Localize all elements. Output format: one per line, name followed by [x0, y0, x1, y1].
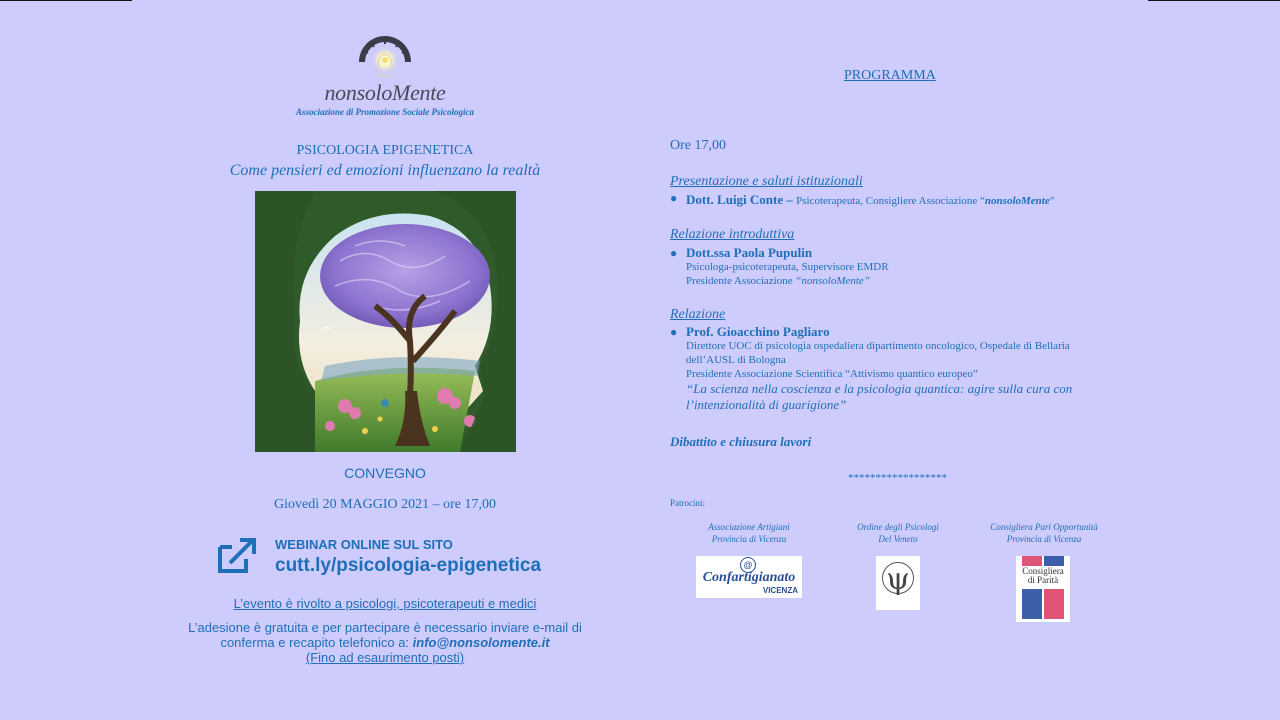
speaker-role: Direttore UOC di psicologia ospedaliera dipartimento oncologico, Ospedale di Bellaria — [686, 340, 1070, 352]
bullet-icon: ● — [670, 246, 678, 260]
parita-pink-block — [1022, 556, 1042, 566]
top-edge-right — [1148, 0, 1280, 1]
association-logo — [280, 34, 490, 124]
tree-brain-artwork — [255, 191, 516, 452]
programme-title: PROGRAMMA — [844, 68, 936, 83]
patron-parita — [979, 521, 1109, 545]
speaker-pagliaro — [670, 325, 1120, 413]
speaker-conte — [670, 191, 1120, 209]
section-heading-intro: Relazione introduttiva — [670, 227, 795, 242]
bullet-icon: ● — [670, 191, 678, 205]
speaker-pupulin — [670, 246, 1120, 288]
bullet-icon: ● — [670, 325, 678, 339]
parita-blue-bar — [1022, 589, 1042, 619]
speaker-role: Psicologa-psicoterapeuta, Supervisore EMDR — [686, 261, 889, 273]
patronage-label: Patrocini: — [670, 498, 705, 508]
speaker-role-2-text: Presidente Associazione — [686, 275, 796, 287]
patron-line-1: Ordine degli Psicologi — [857, 522, 939, 532]
webinar-link[interactable]: cutt.ly/psicologia-epigenetica — [275, 555, 542, 576]
patron-line-1: Associazione Artigiani — [708, 522, 790, 532]
speaker-role-2: Presidente Associazione Scientifica “Attivismo quantico europeo” — [686, 368, 978, 380]
adhesion-line-2 — [180, 635, 590, 650]
speaker-name: Dott. Luigi Conte — [686, 192, 784, 207]
top-edge-left — [0, 0, 132, 1]
audience-note: L’evento è rivolto a psicologi, psicoterapeuti e medici — [233, 596, 537, 611]
speaker-name: Dott.ssa Paola Pupulin — [686, 245, 813, 260]
separator-stars: ****************** — [848, 472, 947, 484]
confartigianato-city: VICENZA — [762, 586, 798, 595]
at-sign-icon: @ — [740, 557, 756, 573]
closing-session: Dibattito e chiusura lavori — [670, 434, 812, 449]
event-type: CONVEGNO — [344, 465, 426, 481]
psi-icon: ψ — [886, 562, 910, 597]
patron-psicologi — [833, 521, 963, 545]
speaker-assoc: “nonsoloMente” — [795, 275, 870, 287]
talk-title-2: l’intenzionalità di guarigione” — [686, 397, 847, 412]
speaker-role-2 — [686, 274, 1120, 288]
section-heading-presentation: Presentazione e saluti istituzionali — [670, 174, 863, 189]
external-link-icon — [216, 537, 258, 575]
confartigianato-wordmark: Confartigianato — [702, 570, 796, 585]
parita-pink-bar — [1044, 589, 1064, 619]
event-title: PSICOLOGIA EPIGENETICA — [296, 143, 474, 158]
confartigianato-logo — [696, 556, 802, 598]
psicologi-logo — [876, 556, 920, 610]
parita-wordmark — [1016, 567, 1070, 585]
patron-confartigianato — [684, 521, 814, 545]
parita-logo — [1016, 556, 1070, 622]
adhesion-line-2-text: conferma e recapito telefonico a: — [220, 635, 413, 650]
webinar-label: WEBINAR ONLINE SUL SITO — [275, 537, 453, 552]
programme-time: Ore 17,00 — [670, 138, 726, 153]
logo-wordmark: nonsoloMente — [324, 80, 446, 105]
adhesion-info — [180, 620, 590, 665]
patron-line-2: Del Veneto — [878, 534, 918, 544]
sun-head-logo-icon — [280, 34, 490, 84]
parita-wordmark-2: di Parità — [1027, 575, 1059, 585]
contact-email[interactable]: info@nonsolomente.it — [412, 635, 550, 650]
parita-blue-block — [1044, 556, 1064, 566]
speaker-role: Psicoterapeuta, Consigliere Associazione “ — [796, 195, 985, 207]
event-date: Giovedì 20 MAGGIO 2021 – ore 17,00 — [273, 497, 497, 512]
patron-line-2: Provincia di Vicenza — [1006, 534, 1082, 544]
patron-line-2: Provincia di Vicenza — [711, 534, 787, 544]
event-subtitle: Come pensieri ed emozioni influenzano la realtà — [229, 162, 541, 179]
speaker-assoc: nonsoloMente — [984, 195, 1050, 207]
talk-title-1: “La scienza nella coscienza e la psicologia quantica: agire sulla cura con — [686, 381, 1073, 396]
logo-subtitle: Associazione di Promozione Sociale Psicologica — [296, 107, 474, 117]
section-heading-relation: Relazione — [670, 307, 726, 322]
speaker-name: Prof. Gioacchino Pagliaro — [686, 324, 830, 339]
parita-wordmark-1: Consigliera — [1022, 566, 1064, 576]
adhesion-line-1: L’adesione è gratuita e per partecipare è necessario inviare e-mail di — [188, 620, 582, 635]
patron-line-1: Consigliera Pari Opportunità — [990, 522, 1098, 532]
adhesion-line-3: (Fino ad esaurimento posti) — [305, 650, 465, 665]
speaker-role-cont: dell’AUSL di Bologna — [686, 354, 786, 366]
speaker-dash: – — [783, 192, 797, 207]
speaker-role-end: ” — [1049, 195, 1055, 207]
